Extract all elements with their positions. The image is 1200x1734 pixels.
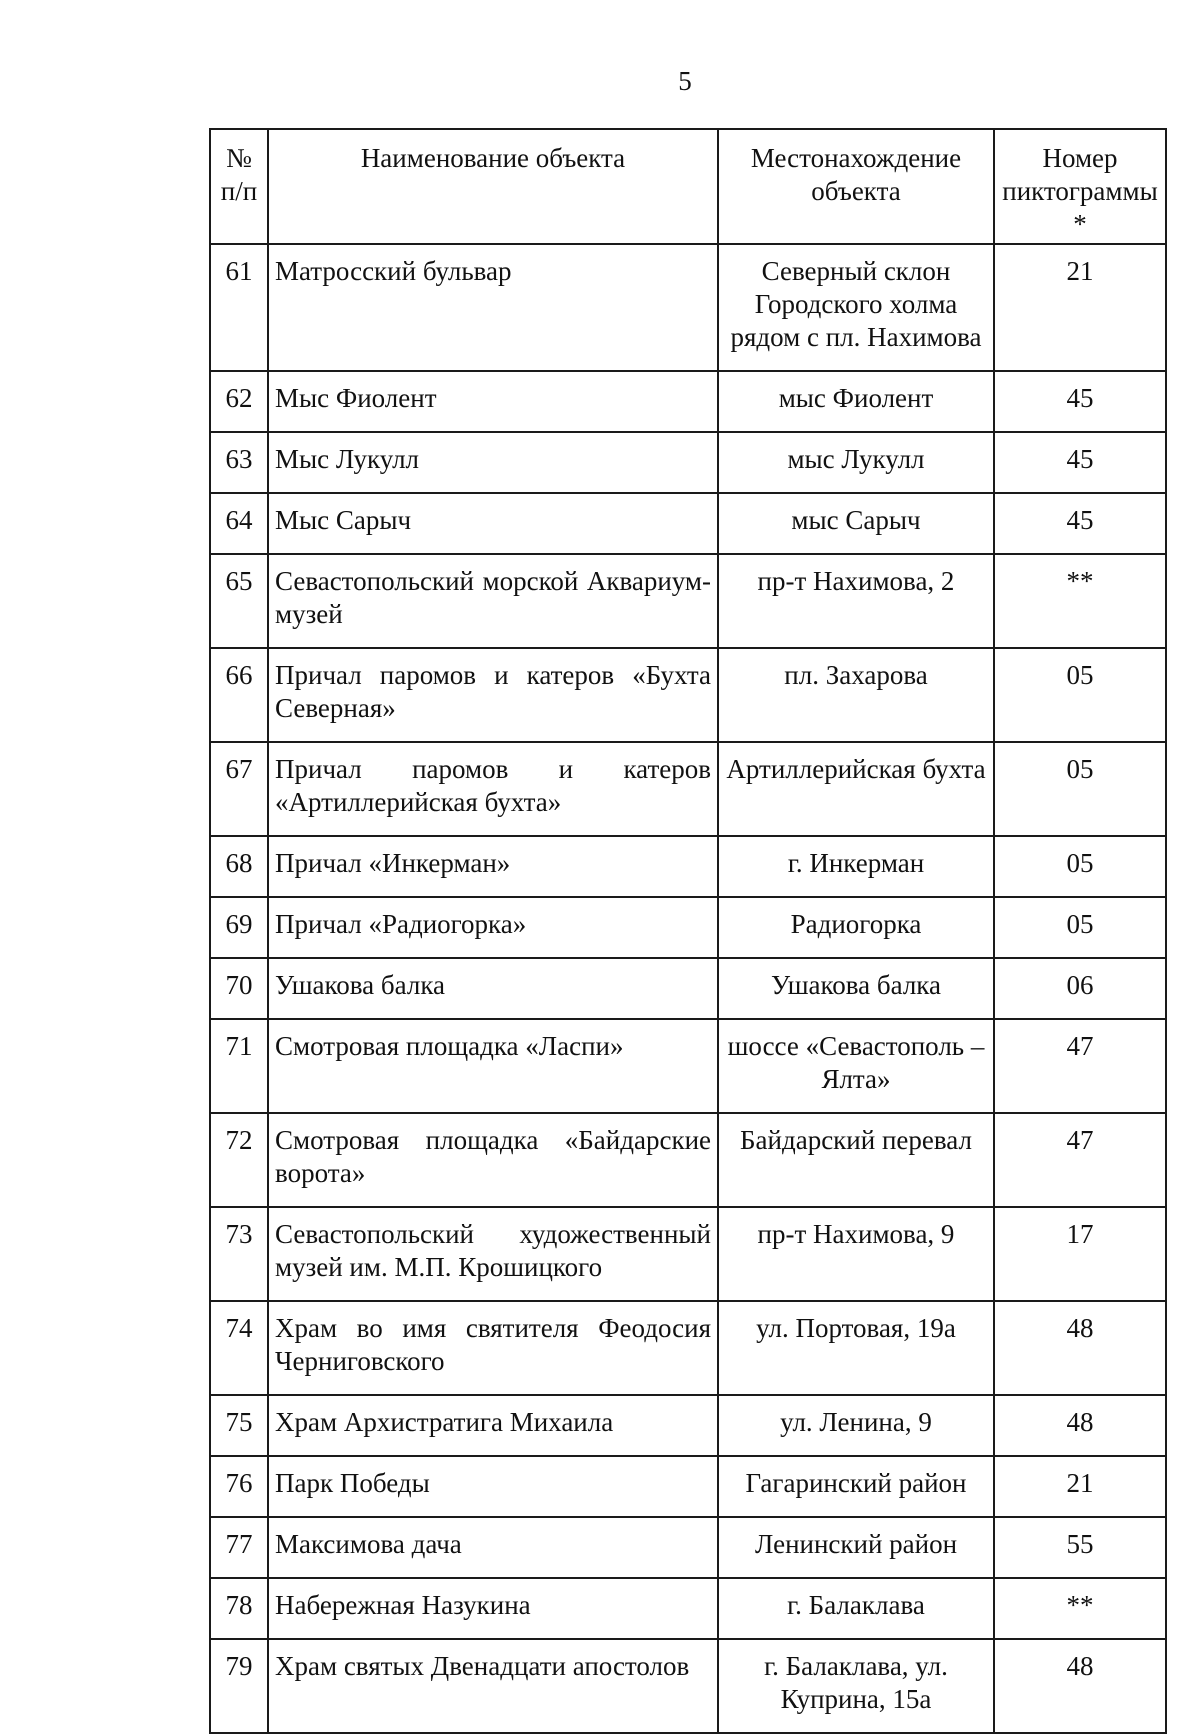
row-number: 61: [210, 244, 268, 371]
pictogram-number: **: [994, 554, 1166, 648]
row-number: 76: [210, 1456, 268, 1517]
table-row: [210, 1639, 1166, 1733]
table-header: [210, 129, 1166, 244]
row-number: 71: [210, 1019, 268, 1113]
object-name: Матросский бульвар: [268, 244, 718, 371]
object-name: Севастопольский художественный музей им. М.П. Крошицкого: [268, 1207, 718, 1301]
header-pictogram-line1: Номер: [1042, 143, 1118, 173]
table-row: [210, 1578, 1166, 1639]
object-name: Мыс Сарыч: [268, 493, 718, 554]
row-number: 70: [210, 958, 268, 1019]
row-number: 68: [210, 836, 268, 897]
object-location: Гагаринский район: [718, 1456, 994, 1517]
object-name: Смотровая площадка «Байдарские ворота»: [268, 1113, 718, 1207]
row-number: 73: [210, 1207, 268, 1301]
header-name: [268, 129, 718, 244]
row-number: 72: [210, 1113, 268, 1207]
object-name: Причал паромов и катеров «Бухта Северная»: [268, 648, 718, 742]
pictogram-number: 05: [994, 742, 1166, 836]
table-row: [210, 897, 1166, 958]
object-name: Мыс Фиолент: [268, 371, 718, 432]
pictogram-number: 21: [994, 244, 1166, 371]
pictogram-number: 48: [994, 1395, 1166, 1456]
header-pictogram-line2: пиктограммы: [1002, 176, 1158, 206]
pictogram-number: **: [994, 1578, 1166, 1639]
header-location-line1: Местонахождение: [750, 143, 962, 173]
object-location: пр-т Нахимова, 2: [718, 554, 994, 648]
row-number: 64: [210, 493, 268, 554]
page-number: 5: [678, 66, 692, 96]
pictogram-number: 48: [994, 1301, 1166, 1395]
object-location: мыс Лукулл: [718, 432, 994, 493]
header-location-line2: объекта: [811, 176, 901, 206]
table-row: [210, 493, 1166, 554]
header-number-line2: п/п: [220, 176, 258, 206]
object-location: г. Балаклава, ул. Куприна, 15а: [718, 1639, 994, 1733]
row-number: 79: [210, 1639, 268, 1733]
row-number: 69: [210, 897, 268, 958]
object-name: Мыс Лукулл: [268, 432, 718, 493]
row-number: 62: [210, 371, 268, 432]
table-row: [210, 742, 1166, 836]
table-row: [210, 958, 1166, 1019]
table-row: [210, 1517, 1166, 1578]
object-location: мыс Фиолент: [718, 371, 994, 432]
object-location: Ушакова балка: [718, 958, 994, 1019]
object-location: ул. Ленина, 9: [718, 1395, 994, 1456]
row-number: 77: [210, 1517, 268, 1578]
pictogram-number: 55: [994, 1517, 1166, 1578]
object-name: Смотровая площадка «Ласпи»: [268, 1019, 718, 1113]
header-pictogram: [994, 129, 1166, 244]
object-location: пр-т Нахимова, 9: [718, 1207, 994, 1301]
object-location: Северный склон Городского холма рядом с пл. Нахимова: [718, 244, 994, 371]
object-location: Артиллерийская бухта: [718, 742, 994, 836]
object-location: г. Инкерман: [718, 836, 994, 897]
object-location: г. Балаклава: [718, 1578, 994, 1639]
object-name: Ушакова балка: [268, 958, 718, 1019]
pictogram-number: 48: [994, 1639, 1166, 1733]
object-name: Причал «Радиогорка»: [268, 897, 718, 958]
header-location: [718, 129, 994, 244]
row-number: 63: [210, 432, 268, 493]
object-location: Байдарский перевал: [718, 1113, 994, 1207]
pictogram-number: 45: [994, 432, 1166, 493]
pictogram-number: 05: [994, 648, 1166, 742]
pictogram-number: 06: [994, 958, 1166, 1019]
table-row: [210, 371, 1166, 432]
row-number: 66: [210, 648, 268, 742]
row-number: 75: [210, 1395, 268, 1456]
object-name: Храм Архистратига Михаила: [268, 1395, 718, 1456]
header-number: [210, 129, 268, 244]
row-number: 78: [210, 1578, 268, 1639]
pictogram-number: 21: [994, 1456, 1166, 1517]
table-row: [210, 244, 1166, 371]
table-row: [210, 1113, 1166, 1207]
object-location: ул. Портовая, 19а: [718, 1301, 994, 1395]
table-row: [210, 1395, 1166, 1456]
table-row: [210, 1019, 1166, 1113]
pictogram-number: 45: [994, 371, 1166, 432]
object-location: Радиогорка: [718, 897, 994, 958]
pictogram-number: 45: [994, 493, 1166, 554]
header-number-line1: №: [226, 143, 252, 173]
object-location: Ленинский район: [718, 1517, 994, 1578]
table-row: [210, 432, 1166, 493]
header-name-text: Наименование объекта: [360, 143, 626, 173]
pictogram-number: 47: [994, 1113, 1166, 1207]
object-name: Максимова дача: [268, 1517, 718, 1578]
object-name: Причал паромов и катеров «Артиллерийская бухта»: [268, 742, 718, 836]
pictogram-number: 05: [994, 836, 1166, 897]
pictogram-number: 05: [994, 897, 1166, 958]
object-name: Набережная Назукина: [268, 1578, 718, 1639]
table-row: [210, 1456, 1166, 1517]
object-name: Причал «Инкерман»: [268, 836, 718, 897]
header-pictogram-line3: *: [1073, 209, 1087, 239]
row-number: 74: [210, 1301, 268, 1395]
table-row: [210, 648, 1166, 742]
header-row: [210, 129, 1166, 244]
table-row: [210, 836, 1166, 897]
row-number: 65: [210, 554, 268, 648]
pictogram-number: 17: [994, 1207, 1166, 1301]
table-row: [210, 1301, 1166, 1395]
object-location: пл. Захарова: [718, 648, 994, 742]
objects-table: [209, 128, 1167, 1734]
object-location: мыс Сарыч: [718, 493, 994, 554]
object-name: Парк Победы: [268, 1456, 718, 1517]
object-name: Севастопольский морской Аквариум-музей: [268, 554, 718, 648]
object-name: Храм святых Двенадцати апостолов: [268, 1639, 718, 1733]
row-number: 67: [210, 742, 268, 836]
pictogram-number: 47: [994, 1019, 1166, 1113]
table-row: [210, 554, 1166, 648]
table-body: [210, 244, 1166, 1733]
object-name: Храм во имя святителя Феодосия Черниговского: [268, 1301, 718, 1395]
object-location: шоссе «Севастополь – Ялта»: [718, 1019, 994, 1113]
table-row: [210, 1207, 1166, 1301]
